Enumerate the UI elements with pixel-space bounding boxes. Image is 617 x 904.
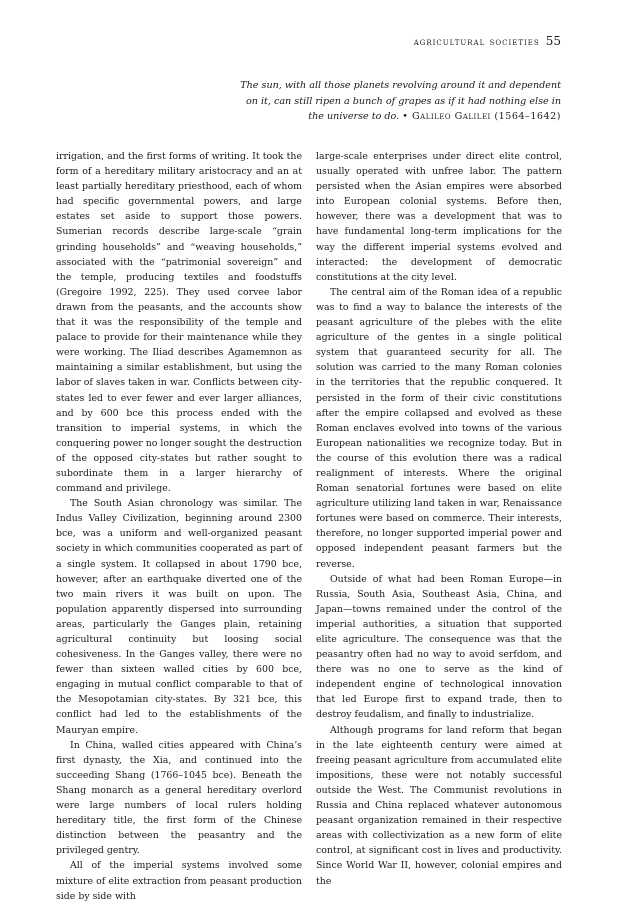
paragraph: All of the imperial systems involved some mixture of elite extraction from peasant production side by side with	[56, 860, 302, 902]
epigraph-attribution: • Galileo Galilei (1564–1642)	[402, 111, 561, 122]
epigraph	[231, 78, 561, 125]
page-number: 55	[545, 34, 561, 48]
left-column	[56, 149, 302, 904]
paragraph: The South Asian chronology was similar. The Indus Valley Civilization, beginning around 2300 bce, was a uniform and well-organized peasant society in which communities cooperated as part of a single system. It collapsed in about 1790 bce, however, after an earthquake diverted one of the two main rivers it was built on upon. The population apparently dispersed into surrounding areas, particularly the Ganges plain, retaining agricultural continuity but loosing social cohesiveness. In the Ganges valley, there were no fewer than sixteen walled cities by 600 bce, engaging in mutual conflict comparable to that of the Mesopotamian city-states. By 321 bce, this conflict had led to the establishments of the Mauryan empire.	[56, 498, 302, 736]
paragraph: irrigation, and the first forms of writing. It took the form of a hereditary military aristocracy and an at least partially hereditary priesthood, each of whom had specific governmental powers, and large estates set aside to support those powers. Sumerian records describe large-scale “grain grinding households” and “weaving households,” associated with the “patrimonial sovereign” and the temple, producing textiles and foodstuffs (Gregoire 1992, 225). They used corvee labor drawn from the peasants, and the accounts show that it was the responsibility of the temple and palace to provide for their maintenance while they were working. The Iliad describes Agamemnon as maintaining a similar establishment, but using the labor of slaves taken in war. Conflicts between city-states led to ever fewer and ever larger alliances, and by 600 bce this process ended with the transition to imperial systems, in which the conquering power no longer sought the destruction of the opposed city-states but rather sought to subordinate them in a larger hierarchy of command and privilege.	[56, 151, 303, 495]
paragraph: large-scale enterprises under direct elite control, usually operated with unfree labor. The pattern persisted when the Asian empires were absorbed into European colonial systems. Before then, however, there was a development that was to have fundamental long-term implications for the way the different imperial systems evolved and interacted: the development of democratic constitutions at the city level.	[316, 151, 562, 283]
running-header	[414, 34, 561, 48]
paragraph: The central aim of the Roman idea of a republic was to find a way to balance the interests of the peasant agriculture of the plebes with the elite agriculture of the gentes in a single political system that guaranteed security for all. The solution was carried to the many Roman colonies in the territories that the republic conquered. It persisted in the form of their civic constitutions after the empire collapsed and evolved as these Roman enclaves evolved into towns of the various European nationalities we recognize today. But in the course of this evolution there was a radical realignment of interests. Where the original Roman senatorial fortunes were based on elite agriculture utilizing land taken in war, Renaissance fortunes were based on commerce. Their interests, therefore, no longer supported imperial power and opposed independent peasant farmers but the reverse.	[316, 286, 562, 570]
running-title: agricultural societies	[413, 36, 540, 48]
epigraph-quote: The sun, with all those planets revolving around it and dependent on it, can still ripen a bunch of grapes as if it had nothing else in the universe to do.	[240, 80, 561, 122]
paragraph: Outside of what had been Roman Europe—in Russia, South Asia, Southeast Asia, China, and Japan—towns remained under the control of the imperial authorities, a situation that supported elite agriculture. The consequence was that the peasantry often had no way to avoid serfdom, and there was no one to serve as the kind of independent engine of technological innovation that led Europe first to expand trade, then to destroy feudalism, and finally to industrialize.	[316, 573, 562, 721]
right-column	[316, 149, 562, 889]
paragraph: In China, walled cities appeared with China’s first dynasty, the Xia, and continued into the succeeding Shang (1766–1045 bce). Beneath the Shang monarch as a general hereditary overlord were large numbers of local rulers holding hereditary title, the first form of the Chinese distinction between the peasantry and the privileged gentry.	[56, 739, 302, 857]
paragraph: Although programs for land reform that began in the late eighteenth century were aimed at freeing peasant agriculture from accumulated elite impositions, these were not notably successful outside the West. The Communist revolutions in Russia and China replaced whatever autonomous peasant organization remained in their respective areas with collectivization as a new form of elite control, at significant cost in lives and productivity. Since World War II, however, colonial empires and the	[316, 724, 562, 887]
